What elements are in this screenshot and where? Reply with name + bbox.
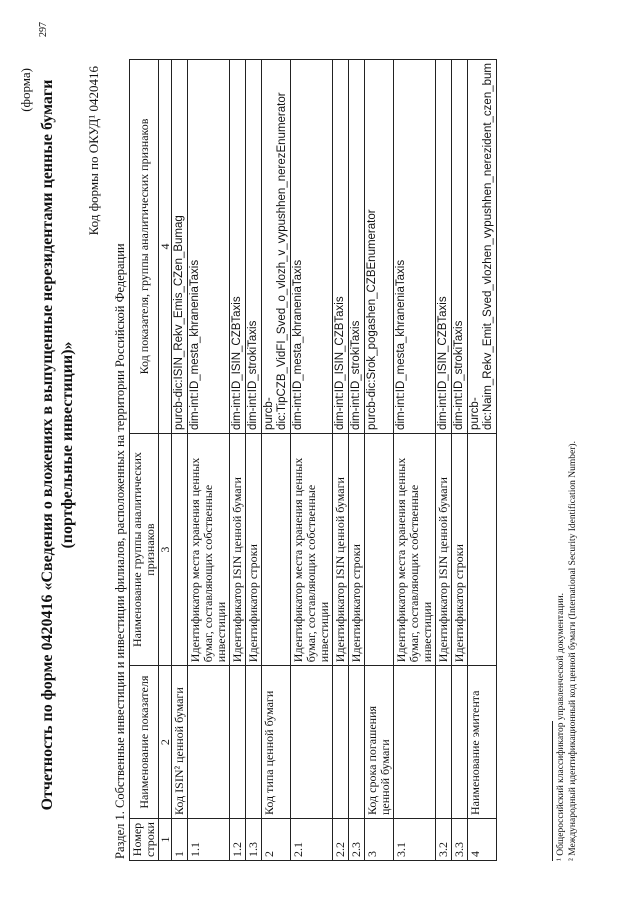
table-header-row [130, 60, 159, 861]
column-index: 3 [159, 433, 172, 665]
row-number: 1.2 [230, 819, 246, 861]
group-name [468, 433, 497, 665]
row-number: 3.2 [436, 819, 452, 861]
column-index: 1 [159, 819, 172, 861]
group-name: Идентификатор ISIN ценной бумаги [333, 433, 349, 665]
group-name: Идентификатор ISIN ценной бумаги [230, 433, 246, 665]
document-title: Отчетность по форме 0420416 «Сведения о вложениях в выпущенные нерезидентами ценные бумаги [39, 79, 56, 811]
row-number: 1.1 [188, 819, 230, 861]
indicator-code: purcb-dic:Srok_pogashen_CZBEnumerator [365, 60, 394, 434]
row-number: 2 [262, 819, 291, 861]
indicator-code: dim-int:ID_strokiTaxis [452, 60, 468, 434]
indicator-name: Код срока погашения ценной бумаги [365, 666, 394, 819]
okud-code: Код формы по ОКУД¹ 0420416 [86, 66, 101, 236]
indicator-name: Код ISIN² ценной бумаги [172, 666, 188, 819]
indicator-name [291, 666, 333, 819]
indicator-name: Наименование эмитента [468, 666, 497, 819]
group-name: Идентификатор места хранения ценных бумаг, составляющих собственные инвестиции [188, 433, 230, 665]
header-code: Код показателя, группы аналитических признаков [130, 60, 159, 434]
indicator-code: dim-int:ID_ISIN_CZBTaxis [436, 60, 452, 434]
indicator-name: Код типа ценной бумаги [262, 666, 291, 819]
table-row [365, 60, 394, 861]
header-row-number: Номер строки [130, 819, 159, 861]
table-row [452, 60, 468, 861]
row-number: 2.1 [291, 819, 333, 861]
document-subtitle: (портфельные инвестиции)» [59, 341, 76, 549]
footnote-divider [552, 721, 553, 861]
table-row [172, 60, 188, 861]
indicator-name [333, 666, 349, 819]
indicator-name [394, 666, 436, 819]
indicator-table [129, 59, 497, 861]
table-row [230, 60, 246, 861]
footnote-okud: ¹ Общероссийский классификатор управленческой документации. [556, 593, 566, 861]
table-row [436, 60, 452, 861]
indicator-name [246, 666, 262, 819]
table-row [246, 60, 262, 861]
table-row [291, 60, 333, 861]
indicator-name [230, 666, 246, 819]
row-number: 4 [468, 819, 497, 861]
header-indicator-name: Наименование показателя [130, 666, 159, 819]
table-row [188, 60, 230, 861]
row-number: 1.3 [246, 819, 262, 861]
row-number: 3.1 [394, 819, 436, 861]
indicator-code: dim-int:ID_mesta_khraneniaTaxis [291, 60, 333, 434]
indicator-code: dim-int:ID_strokiTaxis [246, 60, 262, 434]
row-number: 3.3 [452, 819, 468, 861]
indicator-code: dim-int:ID_ISIN_CZBTaxis [333, 60, 349, 434]
group-name [172, 433, 188, 665]
indicator-code: dim-int:ID_strokiTaxis [349, 60, 365, 434]
group-name: Идентификатор места хранения ценных бумаг, составляющих собственные инвестиции [394, 433, 436, 665]
indicator-code: purcb-dic:Naim_Rekv_Emit_Sved_vlozhen_vypushhen_nerezident_czen_bum [468, 60, 497, 434]
row-number: 1 [172, 819, 188, 861]
group-name: Идентификатор места хранения ценных бумаг, составляющих собственные инвестиции [291, 433, 333, 665]
group-name: Идентификатор строки [246, 433, 262, 665]
column-index: 2 [159, 666, 172, 819]
group-name: Идентификатор ISIN ценной бумаги [436, 433, 452, 665]
row-number: 2.3 [349, 819, 365, 861]
indicator-name [436, 666, 452, 819]
row-number: 2.2 [333, 819, 349, 861]
group-name [262, 433, 291, 665]
column-index-row [159, 60, 172, 861]
column-index: 4 [159, 60, 172, 434]
indicator-name [452, 666, 468, 819]
indicator-code: dim-int:ID_mesta_khraneniaTaxis [188, 60, 230, 434]
table-row [394, 60, 436, 861]
indicator-code: dim-int:ID_mesta_khraneniaTaxis [394, 60, 436, 434]
table-row [333, 60, 349, 861]
header-group-name: Наименование группы аналитических признаков [130, 433, 159, 665]
section-title: Раздел 1. Собственные инвестиции и инвестиции филиалов, расположенных на территории Российской Федерации [113, 243, 127, 859]
page-number: 297 [38, 22, 49, 37]
indicator-name [188, 666, 230, 819]
table-row [349, 60, 365, 861]
group-name [365, 433, 394, 665]
indicator-name [349, 666, 365, 819]
group-name: Идентификатор строки [452, 433, 468, 665]
row-number: 3 [365, 819, 394, 861]
table-row [262, 60, 291, 861]
group-name: Идентификатор строки [349, 433, 365, 665]
indicator-code: purcb-dic:TipCZB_VidFI_Sved_o_vlozh_v_vypushhen_nerezEnumerator [262, 60, 291, 434]
footnote-isin: ² Международный идентификационный код ценной бумаги (International Security Identification Number). [568, 441, 578, 861]
indicator-code: purcb-dic:ISIN_Rekv_Emis_CZen_Bumag [172, 60, 188, 434]
table-row [468, 60, 497, 861]
form-label: (форма) [18, 68, 33, 112]
indicator-code: dim-int:ID_ISIN_CZBTaxis [230, 60, 246, 434]
